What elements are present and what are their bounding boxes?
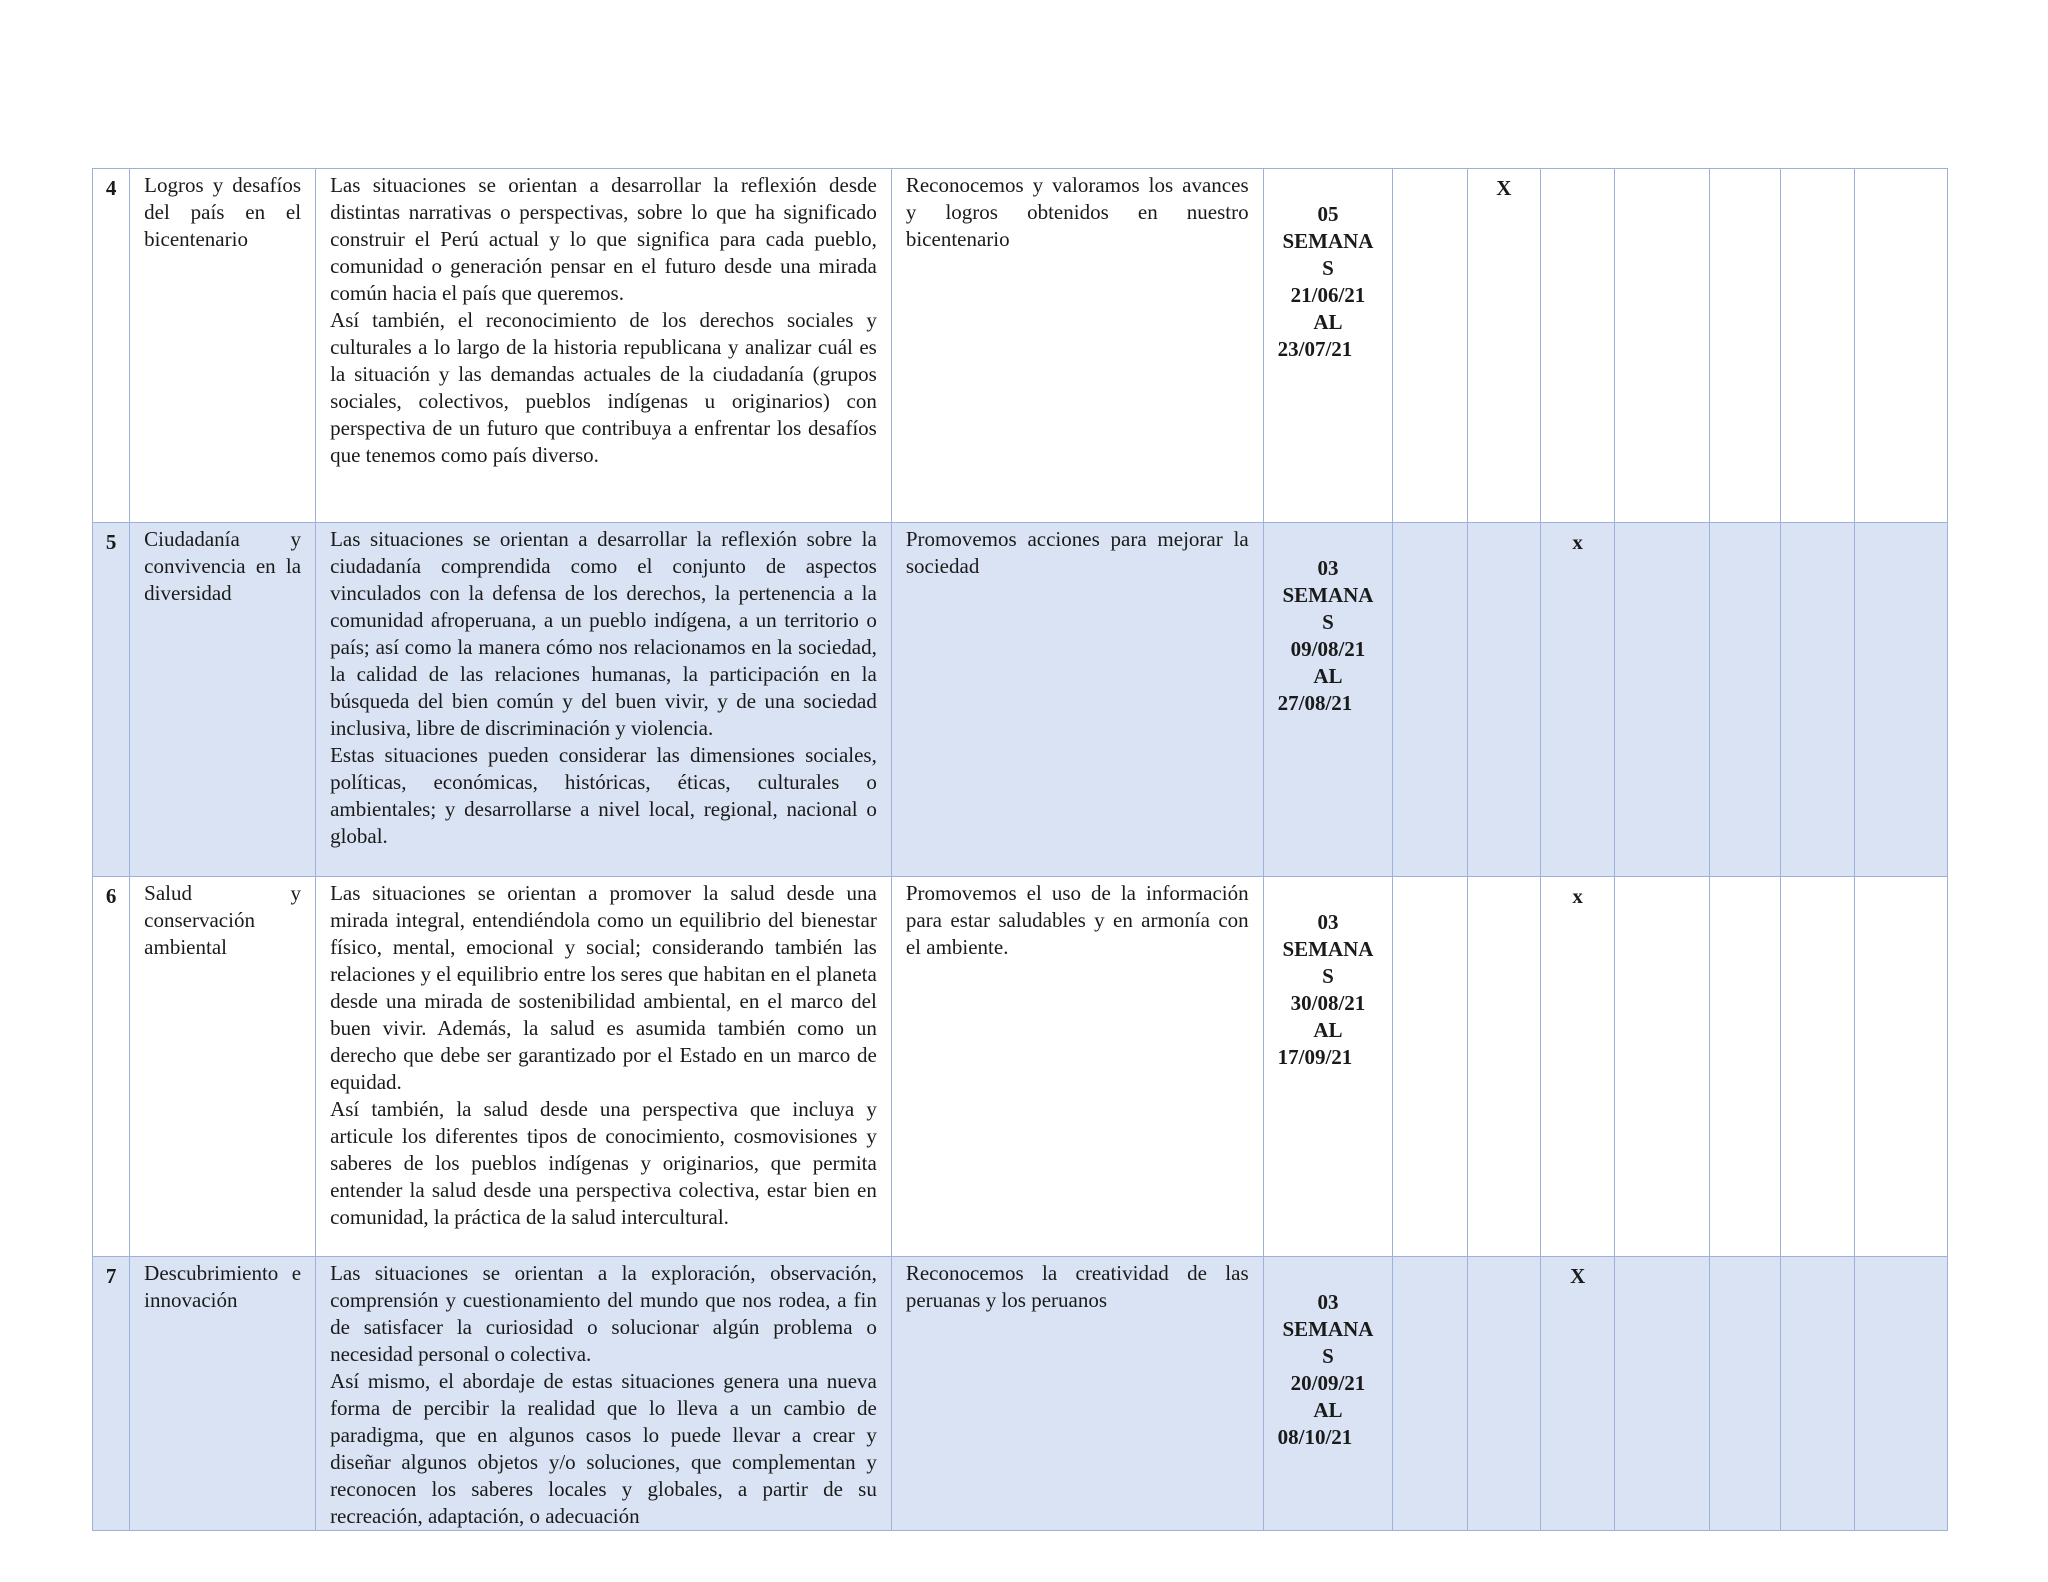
- unit-name: Promovemos el uso de la información para estar saludables y en armonía con el ambiente.: [891, 877, 1263, 1257]
- weeks-label-suffix: S: [1322, 610, 1334, 634]
- situation-description: [316, 523, 892, 877]
- date-to: 17/09/21: [1277, 1045, 1353, 1069]
- situation-title: Ciudadanía y convivencia en la diversidad: [130, 523, 316, 877]
- description-paragraph: Las situaciones se orientan a desarrollar la reflexión desde distintas narrativas o perspectivas, sobre lo que ha significado construir el Perú actual y lo que significa para cada pueblo, comunidad o generación pensar en el futuro desde una mirada común hacia el país que queremos.: [330, 173, 877, 305]
- date-separator: AL: [1313, 664, 1343, 688]
- situation-description: [316, 169, 892, 523]
- schedule-cell: [1855, 169, 1948, 523]
- unit-name: Reconocemos y valoramos los avances y logros obtenidos en nuestro bicentenario: [891, 169, 1263, 523]
- situation-description: [316, 1257, 892, 1531]
- situation-title: Descubrimiento e innovación: [130, 1257, 316, 1531]
- schedule-cell: [1709, 877, 1780, 1257]
- schedule-cell: [1709, 523, 1780, 877]
- date-to: 23/07/21: [1277, 337, 1353, 361]
- situation-description: [316, 877, 892, 1257]
- date-from: 20/09/21: [1290, 1371, 1366, 1395]
- schedule-cell: [1855, 523, 1948, 877]
- weeks-count: 03: [1317, 556, 1339, 580]
- schedule-cell: [1467, 523, 1540, 877]
- weeks-label: SEMANA: [1282, 583, 1374, 607]
- schedule-cell: [1781, 877, 1855, 1257]
- schedule-mark: X: [1467, 169, 1540, 523]
- description-paragraph: Las situaciones se orientan a promover la salud desde una mirada integral, entendiéndola como un equilibrio del bienestar físico, mental, emocional y social; considerando también las relaciones y el equilibrio entre los seres que habitan en el planeta desde una mirada de sostenibilidad ambiental, en el marco del buen vivir. Además, la salud es asumida también como un derecho que debe ser garantizado por el Estado en un marco de equidad.: [330, 881, 877, 1094]
- duration-dates: [1263, 1257, 1393, 1531]
- duration-dates: [1263, 523, 1393, 877]
- schedule-cell: [1615, 169, 1709, 523]
- schedule-cell: [1393, 877, 1467, 1257]
- schedule-cell: [1709, 169, 1780, 523]
- schedule-cell: [1393, 1257, 1467, 1531]
- description-paragraph: Estas situaciones pueden considerar las dimensiones sociales, políticas, económicas, históricas, éticas, culturales o ambientales; y desarrollarse a nivel local, regional, nacional o global.: [330, 743, 877, 848]
- unit-name: Reconocemos la creatividad de las peruanas y los peruanos: [891, 1257, 1263, 1531]
- weeks-label-suffix: S: [1322, 256, 1334, 280]
- weeks-count: 03: [1317, 910, 1339, 934]
- schedule-mark: X: [1540, 1257, 1614, 1531]
- schedule-mark: x: [1540, 523, 1614, 877]
- weeks-count: 05: [1317, 202, 1339, 226]
- schedule-cell: [1393, 169, 1467, 523]
- row-number: 7: [93, 1257, 130, 1531]
- date-separator: AL: [1313, 310, 1343, 334]
- schedule-cell: [1615, 877, 1709, 1257]
- schedule-cell: [1393, 523, 1467, 877]
- schedule-cell: [1615, 523, 1709, 877]
- table-row: [93, 169, 1948, 523]
- weeks-label-suffix: S: [1322, 964, 1334, 988]
- schedule-cell: [1781, 523, 1855, 877]
- schedule-cell: [1709, 1257, 1780, 1531]
- schedule-cell: [1540, 169, 1614, 523]
- weeks-label: SEMANA: [1282, 1317, 1374, 1341]
- row-number: 5: [93, 523, 130, 877]
- description-paragraph: Así mismo, el abordaje de estas situaciones genera una nueva forma de percibir la realidad que lo lleva a un cambio de paradigma, que en algunos casos lo puede llevar a crear y diseñar algunos objetos y/o soluciones, que complementan y reconocen los saberes locales y globales, a partir de su recreación, adaptación, o adecuación: [330, 1369, 877, 1528]
- weeks-label: SEMANA: [1282, 229, 1374, 253]
- schedule-cell: [1855, 877, 1948, 1257]
- date-from: 09/08/21: [1290, 637, 1366, 661]
- description-paragraph: Las situaciones se orientan a la exploración, observación, comprensión y cuestionamiento del mundo que nos rodea, a fin de satisfacer la curiosidad o solucionar algún problema o necesidad personal o colectiva.: [330, 1261, 877, 1366]
- duration-dates: [1263, 169, 1393, 523]
- weeks-label: SEMANA: [1282, 937, 1374, 961]
- schedule-cell: [1467, 877, 1540, 1257]
- row-number: 4: [93, 169, 130, 523]
- schedule-cell: [1781, 1257, 1855, 1531]
- situation-title: Logros y desafíos del país en el bicentenario: [130, 169, 316, 523]
- date-separator: AL: [1313, 1018, 1343, 1042]
- date-to: 27/08/21: [1277, 691, 1353, 715]
- table-row: [93, 877, 1948, 1257]
- date-from: 30/08/21: [1290, 991, 1366, 1015]
- weeks-label-suffix: S: [1322, 1344, 1334, 1368]
- date-to: 08/10/21: [1277, 1425, 1353, 1449]
- row-number: 6: [93, 877, 130, 1257]
- duration-dates: [1263, 877, 1393, 1257]
- description-paragraph: Así también, el reconocimiento de los derechos sociales y culturales a lo largo de la historia republicana y analizar cuál es la situación y las demandas actuales de la ciudadanía (grupos sociales, colectivos, pueblos indígenas u originarios) con perspectiva de un futuro que contribuya a enfrentar los desafíos que tenemos como país diverso.: [330, 308, 877, 467]
- weeks-count: 03: [1317, 1290, 1339, 1314]
- unit-name: Promovemos acciones para mejorar la sociedad: [891, 523, 1263, 877]
- situation-title: Salud y conservación ambiental: [130, 877, 316, 1257]
- description-paragraph: Las situaciones se orientan a desarrollar la reflexión sobre la ciudadanía comprendida como el conjunto de aspectos vinculados con la defensa de los derechos, la pertenencia a la comunidad afroperuana, a un pueblo indígena, a un territorio o país; así como la manera cómo nos relacionamos en la sociedad, la calidad de las relaciones humanas, la participación en la búsqueda del bien común y del buen vivir, y de una sociedad inclusiva, libre de discriminación y violencia.: [330, 527, 877, 740]
- schedule-cell: [1855, 1257, 1948, 1531]
- planning-table: [92, 168, 1948, 1531]
- date-separator: AL: [1313, 1398, 1343, 1422]
- schedule-cell: [1615, 1257, 1709, 1531]
- schedule-mark: x: [1540, 877, 1614, 1257]
- description-paragraph: Así también, la salud desde una perspectiva que incluya y articule los diferentes tipos de conocimiento, cosmovisiones y saberes de los pueblos indígenas y originarios, que permita entender la salud desde una perspectiva colectiva, estar bien en comunidad, la práctica de la salud intercultural.: [330, 1097, 877, 1229]
- date-from: 21/06/21: [1290, 283, 1366, 307]
- schedule-cell: [1781, 169, 1855, 523]
- table-row: [93, 523, 1948, 877]
- table-row: [93, 1257, 1948, 1531]
- schedule-cell: [1467, 1257, 1540, 1531]
